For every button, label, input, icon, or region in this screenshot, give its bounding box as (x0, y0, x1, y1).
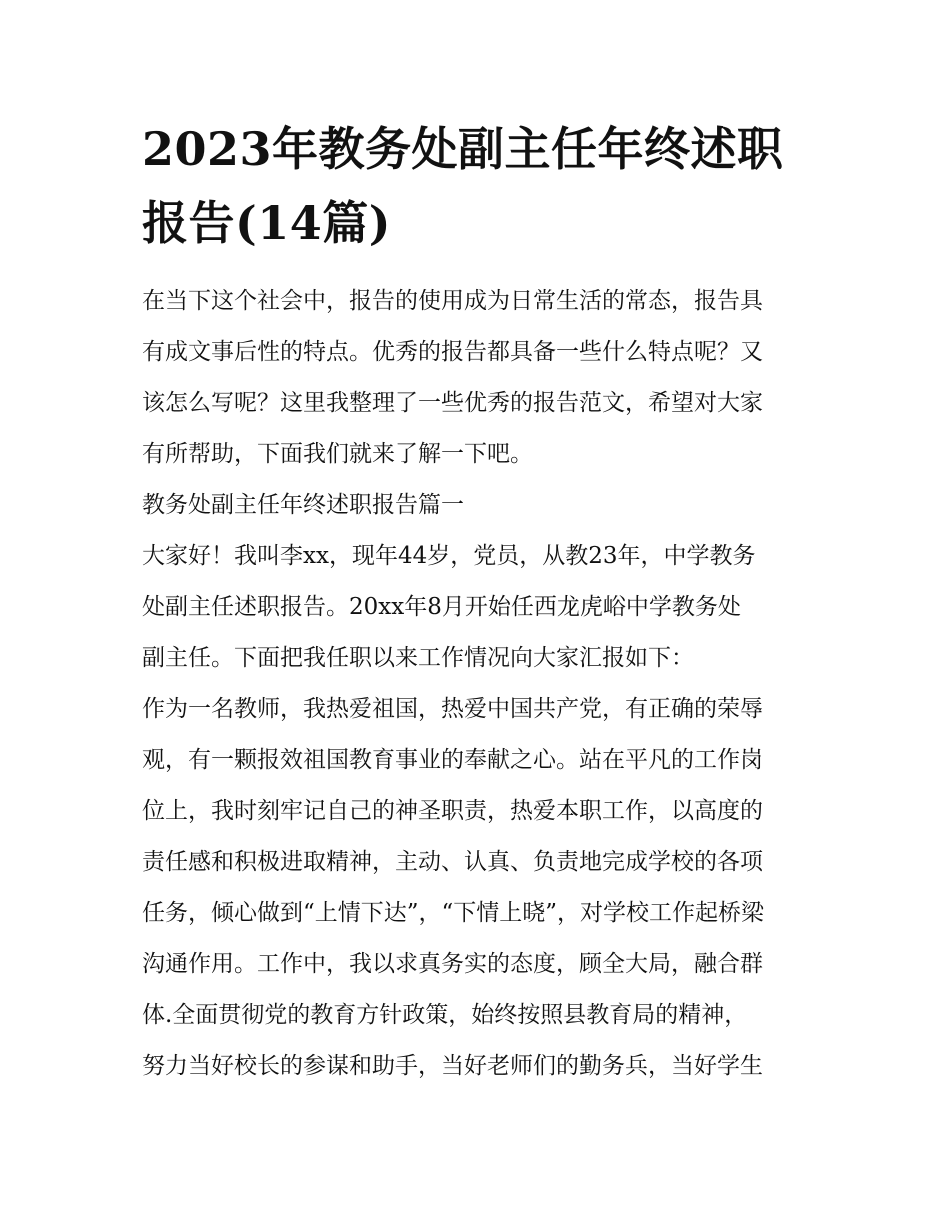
body-paragraph-line: 努力当好校长的参谋和助手，当好老师们的勤务兵，当好学生 (142, 1053, 763, 1079)
document-body (142, 276, 822, 1092)
intro-paragraph-line: 在当下这个社会中，报告的使用成为日常生活的常态，报告具 (142, 288, 763, 314)
body-paragraph-line: 任务，倾心做到“上情下达”，“下情上晓”，对学校工作起桥梁 (142, 900, 765, 926)
body-paragraph-line: 作为一名教师，我热爱祖国，热爱中国共产党，有正确的荣辱 (142, 696, 763, 722)
intro-paragraph-line: 有所帮助，下面我们就来了解一下吧。 (142, 441, 533, 467)
title-line: 报告(14篇) (142, 196, 392, 250)
document-title (142, 112, 822, 260)
intro-paragraph-line: 有成文事后性的特点。优秀的报告都具备一些什么特点呢？又 (142, 339, 763, 365)
greeting-paragraph-line: 大家好！我叫李xx，现年44岁，党员，从教23年，中学教务 (142, 543, 756, 569)
body-paragraph-line: 观，有一颗报效祖国教育事业的奉献之心。站在平凡的工作岗 (142, 747, 763, 773)
intro-paragraph-line: 该怎么写呢？这里我整理了一些优秀的报告范文，希望对大家 (142, 390, 763, 416)
body-paragraph-line: 位上，我时刻牢记自己的神圣职责，热爱本职工作，以高度的 (142, 798, 763, 824)
title-line: 2023年教务处副主任年终述职 (142, 122, 784, 176)
body-paragraph-line: 体.全面贯彻党的教育方针政策，始终按照县教育局的精神， (142, 1002, 748, 1028)
body-paragraph-line: 责任感和积极进取精神，主动、认真、负责地完成学校的各项 (142, 849, 763, 875)
body-paragraph-line: 沟通作用。工作中，我以求真务实的态度，顾全大局，融合群 (142, 951, 763, 977)
greeting-paragraph-line: 处副主任述职报告。20xx年8月开始任西龙虎峪中学教务处 (142, 594, 741, 620)
greeting-paragraph-line: 副主任。下面把我任职以来工作情况向大家汇报如下： (142, 645, 694, 671)
section-heading: 教务处副主任年终述职报告篇一 (142, 492, 464, 518)
